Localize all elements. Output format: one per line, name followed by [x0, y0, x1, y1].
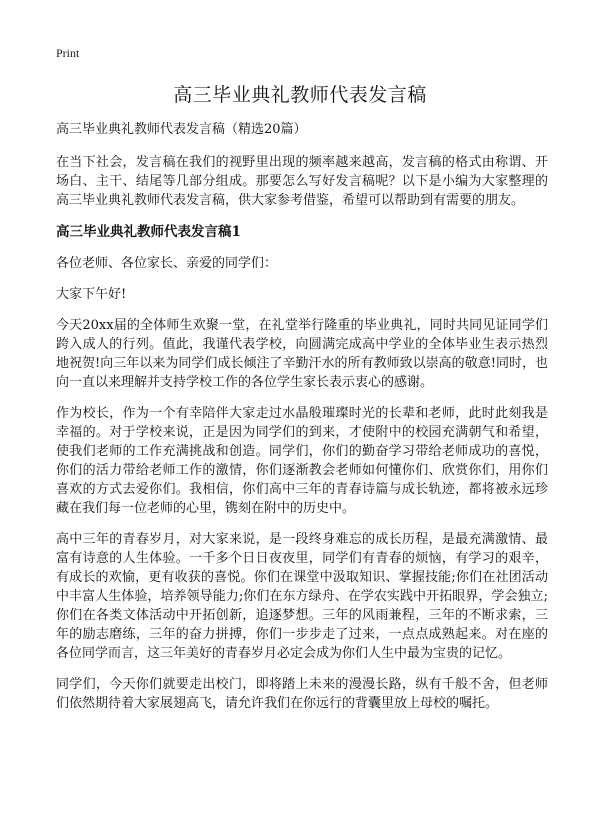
page-title: 高三毕业典礼教师代表发言稿	[173, 84, 427, 106]
body-paragraph: 作为校长，作为一个有幸陪伴大家走过水晶般璀璨时光的长辈和老师，此时此刻我是幸福的。对于学校来说，正是因为同学们的到来，才使附中的校园充满朝气和希望，使我们老师的工作充满挑战和创造。同学们，你们的勤奋学习带给老师成功的喜悦，你们的活力带给老师工作的激情，你们逐渐教会老师如何懂你们、欣赏你们，用你们喜欢的方式去爱你们。我相信，你们高中三年的青春诗篇与成长轨迹，都将被永远珍藏在我们每一位老师的心里，镌刻在附中的历史中。	[56, 406, 548, 516]
greeting: 大家下午好!	[56, 287, 127, 302]
print-link[interactable]: Print	[56, 46, 80, 60]
body-paragraph: 今天20xx届的全体师生欢聚一堂，在礼堂举行隆重的毕业典礼，同时共同见证同学们跨入成人的行列。值此，我谨代表学校，向圆满完成高中学业的全体毕业生表示热烈地祝贺!向三年以来为同学们成长倾注了辛勤汗水的所有教师致以崇高的敬意!同时，也向一直以来理解并支持学校工作的各位学生家长表示衷心的感谢。	[56, 318, 548, 390]
salutation: 各位老师、各位家长、亲爱的同学们：	[56, 256, 278, 271]
article-subtitle: 高三毕业典礼教师代表发言稿（精选20篇）	[56, 122, 307, 137]
body-paragraph: 高中三年的青春岁月，对大家来说，是一段终身难忘的成长历程，是最充满激情、最富有诗意的人生体验。一千多个日日夜夜里，同学们有青春的烦恼，有学习的艰辛，有成长的欢愉，更有收获的喜悦。你们在课堂中汲取知识、掌握技能;你们在社团活动中丰富人生体验，培养领导能力;你们在东方绿舟、在学农实践中开拓眼界，学会独立;你们在各类文体活动中开拓创新，追逐梦想。三年的风雨兼程，三年的不断求索，三年的励志磨练，三年的奋力拼搏，你们一步步走了过来，一点点成熟起来。对在座的各位同学而言，这三年美好的青春岁月必定会成为你们人生中最为宝贵的记忆。	[56, 532, 548, 661]
body-paragraph: 同学们，今天你们就要走出校门，即将踏上未来的漫漫长路，纵有千般不舍，但老师们依然期待着大家展翅高飞，请允许我们在你远行的背囊里放上母校的嘱托。	[56, 677, 548, 711]
section-heading: 高三毕业典礼教师代表发言稿1	[56, 224, 241, 240]
article-body	[56, 120, 548, 725]
intro-paragraph: 在当下社会，发言稿在我们的视野里出现的频率越来越高，发言稿的格式由称谓、开场白、主干、结尾等几部分组成。那要怎么写好发言稿呢？以下是小编为大家整理的高三毕业典礼教师代表发言稿，供大家参考借鉴，希望可以帮助到有需要的朋友。	[56, 155, 548, 208]
